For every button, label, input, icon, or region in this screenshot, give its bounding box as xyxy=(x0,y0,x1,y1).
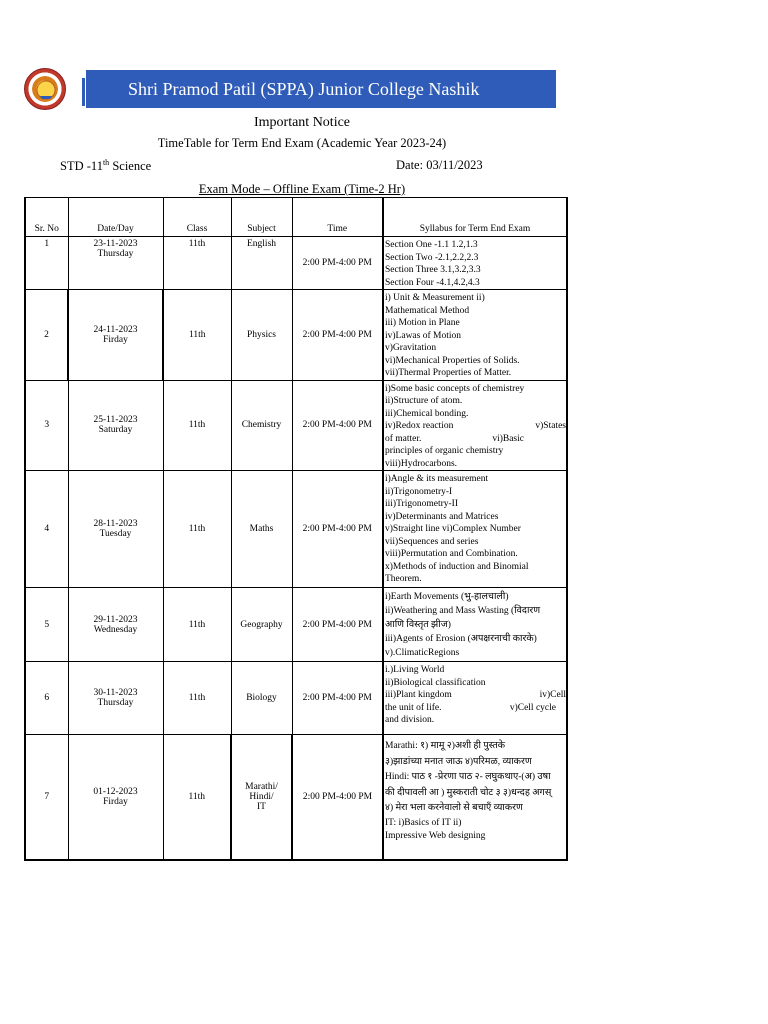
syllabus-part: iii)Plant kingdom xyxy=(385,690,452,700)
cell-class: 11th xyxy=(163,237,231,290)
timetable-title: TimeTable for Term End Exam (Academic Year 2023-24) xyxy=(157,136,447,150)
syllabus-line: ४) मेरा भला करनेवालो से बचाऍं व्याकरण xyxy=(385,803,523,813)
syllabus-line: iii) Motion in Plane xyxy=(385,318,460,328)
syllabus-line: i) Unit & Measurement ii) xyxy=(385,293,485,303)
table-row xyxy=(25,662,567,735)
date-text: 28-11-2023 xyxy=(93,519,138,529)
exam-mode xyxy=(0,182,604,197)
day-text: Wednesday xyxy=(93,624,138,635)
table-row xyxy=(25,471,567,588)
syllabus-line: iv)Lawas of Motion xyxy=(385,330,461,341)
syllabus-line: i.)Living World xyxy=(385,665,445,675)
cell-sr: 7 xyxy=(25,735,68,860)
cell-subject: Chemistry xyxy=(231,380,292,471)
table-row xyxy=(25,588,567,662)
exam-timetable xyxy=(24,197,568,861)
notice-title: Important Notice xyxy=(253,115,351,130)
header-syllabus: Syllabus for Term End Exam xyxy=(383,198,567,237)
syllabus-line: IT: i)Basics of IT ii) xyxy=(385,817,462,828)
date-text: 01-12-2023 xyxy=(93,786,138,797)
college-name-banner xyxy=(86,70,556,108)
cell-syllabus xyxy=(383,588,567,662)
cell-time: 2:00 PM-4:00 PM xyxy=(292,290,383,381)
syllabus-line: ii)Biological classification xyxy=(385,677,486,688)
date-text: 24-11-2023 xyxy=(93,324,138,335)
cell-class: 11th xyxy=(163,662,231,735)
syllabus-line: ii)Weathering and Mass Wasting (विदारण xyxy=(385,606,541,616)
subject-line: Hindi/ xyxy=(249,791,274,802)
cell-time: 2:00 PM-4:00 PM xyxy=(292,237,383,290)
syllabus-line: Mathematical Method xyxy=(385,305,470,316)
syllabus-part: iv)Redox reaction xyxy=(385,421,454,431)
syllabus-line: i)Angle & its measurement xyxy=(385,474,489,484)
day-text: Tuesday xyxy=(99,529,132,539)
syllabus-line: Theorem. xyxy=(385,574,422,584)
syllabus-line: viii)Permutation and Combination. xyxy=(385,549,518,559)
cell-sr: 3 xyxy=(25,380,68,471)
syllabus-line: ii)Structure of atom. xyxy=(385,396,463,406)
syllabus-line: ३)झाडांच्या मनात जाऊ ४)परिमळ, व्याकरण xyxy=(385,756,532,767)
cell-time: 2:00 PM-4:00 PM xyxy=(292,380,383,471)
date-text: 25-11-2023 xyxy=(93,415,138,426)
syllabus-line: v).ClimaticRegions xyxy=(385,648,460,658)
cell-class: 11th xyxy=(163,735,231,860)
header xyxy=(22,68,558,110)
syllabus-line: Hindi: पाठ १ -प्रेरणा पाठ २- लघुकथाए-(अ) उषा xyxy=(385,772,551,782)
cell-date xyxy=(68,290,163,381)
college-logo-icon xyxy=(24,68,66,110)
syllabus-part: v)States xyxy=(535,421,566,431)
subject-line: IT xyxy=(257,801,266,812)
syllabus-part: v)Cell cycle xyxy=(509,702,556,713)
cell-subject: Physics xyxy=(231,290,292,381)
header-class: Class xyxy=(163,198,231,237)
syllabus-line: iii)Chemical bonding. xyxy=(385,408,469,419)
table-row xyxy=(25,735,567,860)
syllabus-line: vii)Thermal Properties of Matter. xyxy=(385,368,512,378)
cell-sr: 4 xyxy=(25,471,68,588)
cell-syllabus xyxy=(383,471,567,588)
cell-sr: 1 xyxy=(25,237,68,290)
day-text: Firday xyxy=(103,796,128,807)
header-date-day: Date/Day xyxy=(68,198,163,237)
cell-subject: Maths xyxy=(231,471,292,588)
notice-date: Date: 03/11/2023 xyxy=(396,158,483,172)
syllabus-part: vi)Basic xyxy=(492,433,524,444)
header-time: Time xyxy=(292,198,383,237)
cell-sr: 6 xyxy=(25,662,68,735)
date-text: 29-11-2023 xyxy=(93,614,138,625)
syllabus-line: vi)Mechanical Properties of Solids. xyxy=(385,355,520,366)
cell-sr: 2 xyxy=(25,290,68,381)
cell-class: 11th xyxy=(163,380,231,471)
date-text: 30-11-2023 xyxy=(93,688,138,698)
syllabus-line: iii)Agents of Erosion (अपक्षरनाची कारके) xyxy=(385,634,537,644)
std-suffix: Science xyxy=(109,159,152,174)
cell-class: 11th xyxy=(163,290,231,381)
syllabus-line: Marathi: १) मामू २)अशी ही पुस्तके xyxy=(385,741,506,751)
syllabus-line: iv)Determinants and Matrices xyxy=(385,511,499,522)
header-sr-no: Sr. No xyxy=(25,198,68,237)
syllabus-line: v)Straight line vi)Complex Number xyxy=(385,524,521,534)
cell-time: 2:00 PM-4:00 PM xyxy=(292,471,383,588)
syllabus-line: Section Two -2.1,2.2,2.3 xyxy=(385,252,479,263)
cell-subject: Biology xyxy=(231,662,292,735)
cell-subject: Geography xyxy=(231,588,292,662)
syllabus-part: iv)Cell xyxy=(539,690,566,700)
header-subject: Subject xyxy=(231,198,292,237)
table-row xyxy=(25,237,567,290)
syllabus-line xyxy=(385,689,566,702)
syllabus-line: vii)Sequences and series xyxy=(385,536,479,547)
cell-time: 2:00 PM-4:00 PM xyxy=(292,735,383,860)
cell-syllabus xyxy=(383,237,567,290)
day-text: Thursday xyxy=(97,249,134,259)
cell-class: 11th xyxy=(163,588,231,662)
syllabus-line xyxy=(385,702,566,715)
day-text: Saturday xyxy=(98,425,133,436)
cell-time: 2:00 PM-4:00 PM xyxy=(292,588,383,662)
syllabus-line: ii)Trigonometry-I xyxy=(385,486,453,497)
std-label xyxy=(60,158,151,174)
std-prefix: STD -11 xyxy=(60,159,103,174)
college-name: Shri Pramod Patil (SPPA) Junior College Nashik xyxy=(128,79,480,99)
syllabus-line: i)Some basic concepts of chemistrey xyxy=(385,383,525,394)
cell-syllabus xyxy=(383,735,567,860)
cell-syllabus xyxy=(383,380,567,471)
exam-mode-text: Exam Mode – Offline Exam (Time-2 Hr) xyxy=(198,182,406,196)
subject-line: Marathi/ xyxy=(245,781,278,792)
cell-date xyxy=(68,237,163,290)
cell-date xyxy=(68,471,163,588)
date-text: 23-11-2023 xyxy=(93,239,138,249)
day-text: Thursday xyxy=(97,698,134,708)
syllabus-line: v)Gravitation xyxy=(385,343,437,353)
syllabus-line: Section Four -4.1,4.2,4.3 xyxy=(385,277,480,288)
syllabus-part: of matter. xyxy=(385,433,422,444)
cell-sr: 5 xyxy=(25,588,68,662)
syllabus-line: viii)Hydrocarbons. xyxy=(385,458,458,469)
syllabus-line xyxy=(385,433,566,446)
table-row xyxy=(25,380,567,471)
day-text: Firday xyxy=(103,334,128,345)
cell-date xyxy=(68,380,163,471)
syllabus-part: the unit of life. xyxy=(385,702,442,713)
syllabus-line: आणि विस्तृत झीज) xyxy=(385,620,451,630)
cell-date xyxy=(68,662,163,735)
cell-syllabus xyxy=(383,662,567,735)
syllabus-line: Impressive Web designing xyxy=(385,830,486,841)
cell-class: 11th xyxy=(163,471,231,588)
syllabus-line: i)Earth Movements (भु-हालचाली) xyxy=(385,592,509,602)
cell-date xyxy=(68,735,163,860)
std-sup: th xyxy=(102,158,110,167)
cell-subject: English xyxy=(231,237,292,290)
cell-time: 2:00 PM-4:00 PM xyxy=(292,662,383,735)
banner-accent-bar xyxy=(82,78,85,106)
cell-date xyxy=(68,588,163,662)
syllabus-line: Section Three 3.1,3.2,3.3 xyxy=(385,265,481,275)
syllabus-line: principles of organic chemistry xyxy=(385,446,504,456)
syllabus-line: x)Methods of induction and Binomial xyxy=(385,561,529,572)
syllabus-line: iii)Trigonometry-II xyxy=(385,499,459,509)
syllabus-line: and division. xyxy=(385,715,435,725)
syllabus-line: Section One -1.1 1.2,1.3 xyxy=(385,240,478,250)
syllabus-line: की दीपावली आ ) मुस्कराती चोट ३ ३)धन्दह अगस् xyxy=(385,787,552,798)
cell-subject xyxy=(231,735,292,860)
table-row xyxy=(25,290,567,381)
table-header-row xyxy=(25,198,567,237)
cell-syllabus xyxy=(383,290,567,381)
syllabus-line xyxy=(385,420,566,433)
